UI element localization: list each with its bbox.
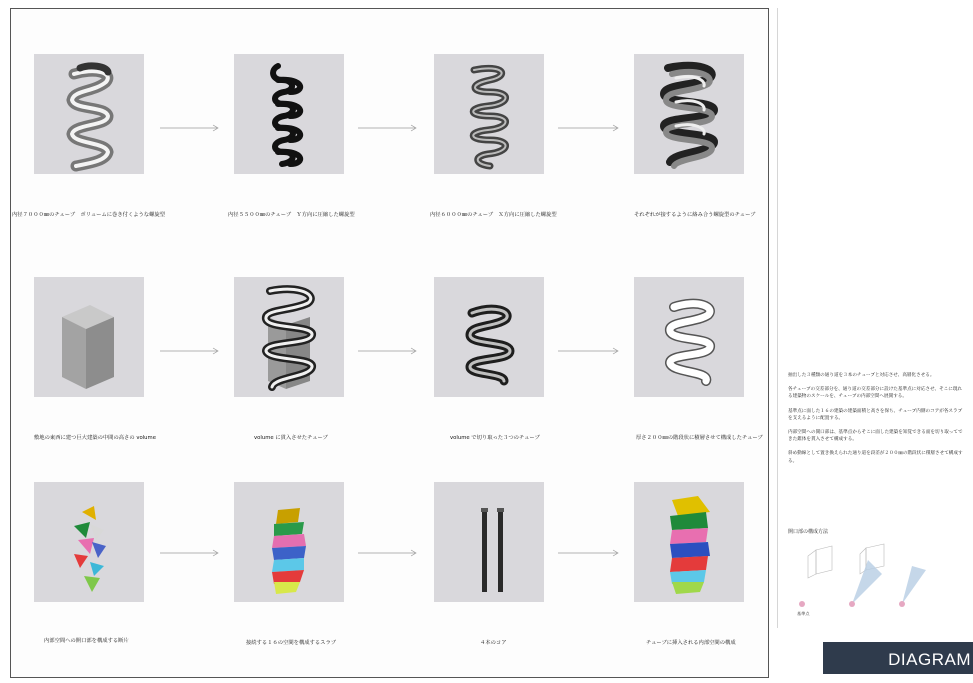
caption-r1c4: それぞれが接するように絡み合う螺旋型のチューブ xyxy=(634,212,756,218)
arrow-r3-1 xyxy=(160,549,220,557)
description-paragraph: 内部空間への開口部は、基準点からそこに面した建築を知覚できる面を切り取ってできた錐体を貫入させて構成する。 xyxy=(788,430,963,443)
panel-slabs xyxy=(234,482,344,602)
banner-title: DIAGRAM xyxy=(888,650,971,669)
description-paragraph: 斜め動線として置き換えられた通り道を段差が２００㎜の階段状に積層させて構成する。 xyxy=(788,451,963,464)
slabs-image xyxy=(234,482,344,602)
panel-cores xyxy=(434,482,544,602)
description-paragraph: 各チューブの交差部分を、通り道の交差部分に設けた基準点に対応させ、そこに現れる建築物のスケールを、チューブの内部空間へ展開する。 xyxy=(788,387,963,400)
spiral-tube-7000-image xyxy=(34,54,144,174)
panel-volume-tubes xyxy=(234,277,344,397)
caption-r2c2: volume に貫入させたチューブ xyxy=(254,435,328,441)
caption-r3c4: チューブに挿入される内部空間の構成 xyxy=(646,640,736,646)
intertwined-spirals-image xyxy=(634,54,744,174)
arrow-r1-3 xyxy=(558,124,620,132)
four-cores-image xyxy=(434,482,544,602)
reference-point-icon xyxy=(849,601,855,607)
caption-r2c1: 敷地の東西に建つ巨大建築の中間の高さの volume xyxy=(34,435,156,441)
panel-opening-fragments xyxy=(34,482,144,602)
opening-method-title: 開口部の構成方法 xyxy=(788,529,829,535)
arrow-r2-2 xyxy=(358,347,418,355)
arrow-r2-3 xyxy=(558,347,620,355)
opening-fragments-image xyxy=(34,482,144,602)
spiral-tube-6000-image xyxy=(434,54,544,174)
arrow-r3-2 xyxy=(358,549,418,557)
arrow-r1-2 xyxy=(358,124,418,132)
interior-composition-image xyxy=(634,482,744,602)
caption-r2c3: volume で切り取った３つのチューブ xyxy=(450,435,540,441)
panel-interior-composition xyxy=(634,482,744,602)
panel-stepped-tubes xyxy=(634,277,744,397)
opening-method-diagram xyxy=(786,540,936,612)
diagram-banner xyxy=(823,642,973,674)
caption-r3c1: 内部空間への開口部を構成する断片 xyxy=(44,638,129,644)
caption-r1c3: 内径６０００㎜のチューブ Ｘ方向に圧縮した螺旋型 xyxy=(430,212,557,218)
reference-point-icon xyxy=(799,601,805,607)
panel-spiral-7000 xyxy=(34,54,144,174)
reference-point-icon xyxy=(899,601,905,607)
spiral-tube-5500-image xyxy=(234,54,344,174)
caption-r1c1: 内径７０００㎜のチューブ ボリュームに巻き付くような螺旋型 xyxy=(12,212,166,218)
caption-r1c2: 内径５５００㎜のチューブ Ｙ方向に圧縮した螺旋型 xyxy=(228,212,355,218)
cut-tubes-image xyxy=(434,277,544,397)
panel-spiral-5500 xyxy=(234,54,344,174)
volume-box-image xyxy=(34,277,144,397)
arrow-r3-3 xyxy=(558,549,620,557)
caption-r3c2: 接続する１６の空間を構成するスラブ xyxy=(246,640,337,646)
arrow-r1-1 xyxy=(160,124,220,132)
panel-cut-tubes xyxy=(434,277,544,397)
panel-volume xyxy=(34,277,144,397)
description-paragraph: 基準点に面した１６の建築の建築面積と高さを保ち、チューブ内側のコアが各スラブを支えるように配置する。 xyxy=(788,408,963,421)
panel-spiral-intertwined xyxy=(634,54,744,174)
arrow-r2-1 xyxy=(160,347,220,355)
panel-spiral-6000 xyxy=(434,54,544,174)
caption-r3c3: ４本のコア xyxy=(480,640,507,646)
reference-point-label: 基準点 xyxy=(797,611,810,616)
caption-r2c4: 厚さ２００㎜の階段状に積層させて構成したチューブ xyxy=(636,435,763,441)
sheet-divider xyxy=(777,8,778,628)
description-paragraph: 抽出した３種類の通り道を３本のチューブと対応させ、高層化させる。 xyxy=(788,373,935,378)
description-text xyxy=(788,372,966,472)
stepped-tubes-image xyxy=(634,277,744,397)
volume-with-tubes-image xyxy=(234,277,344,397)
